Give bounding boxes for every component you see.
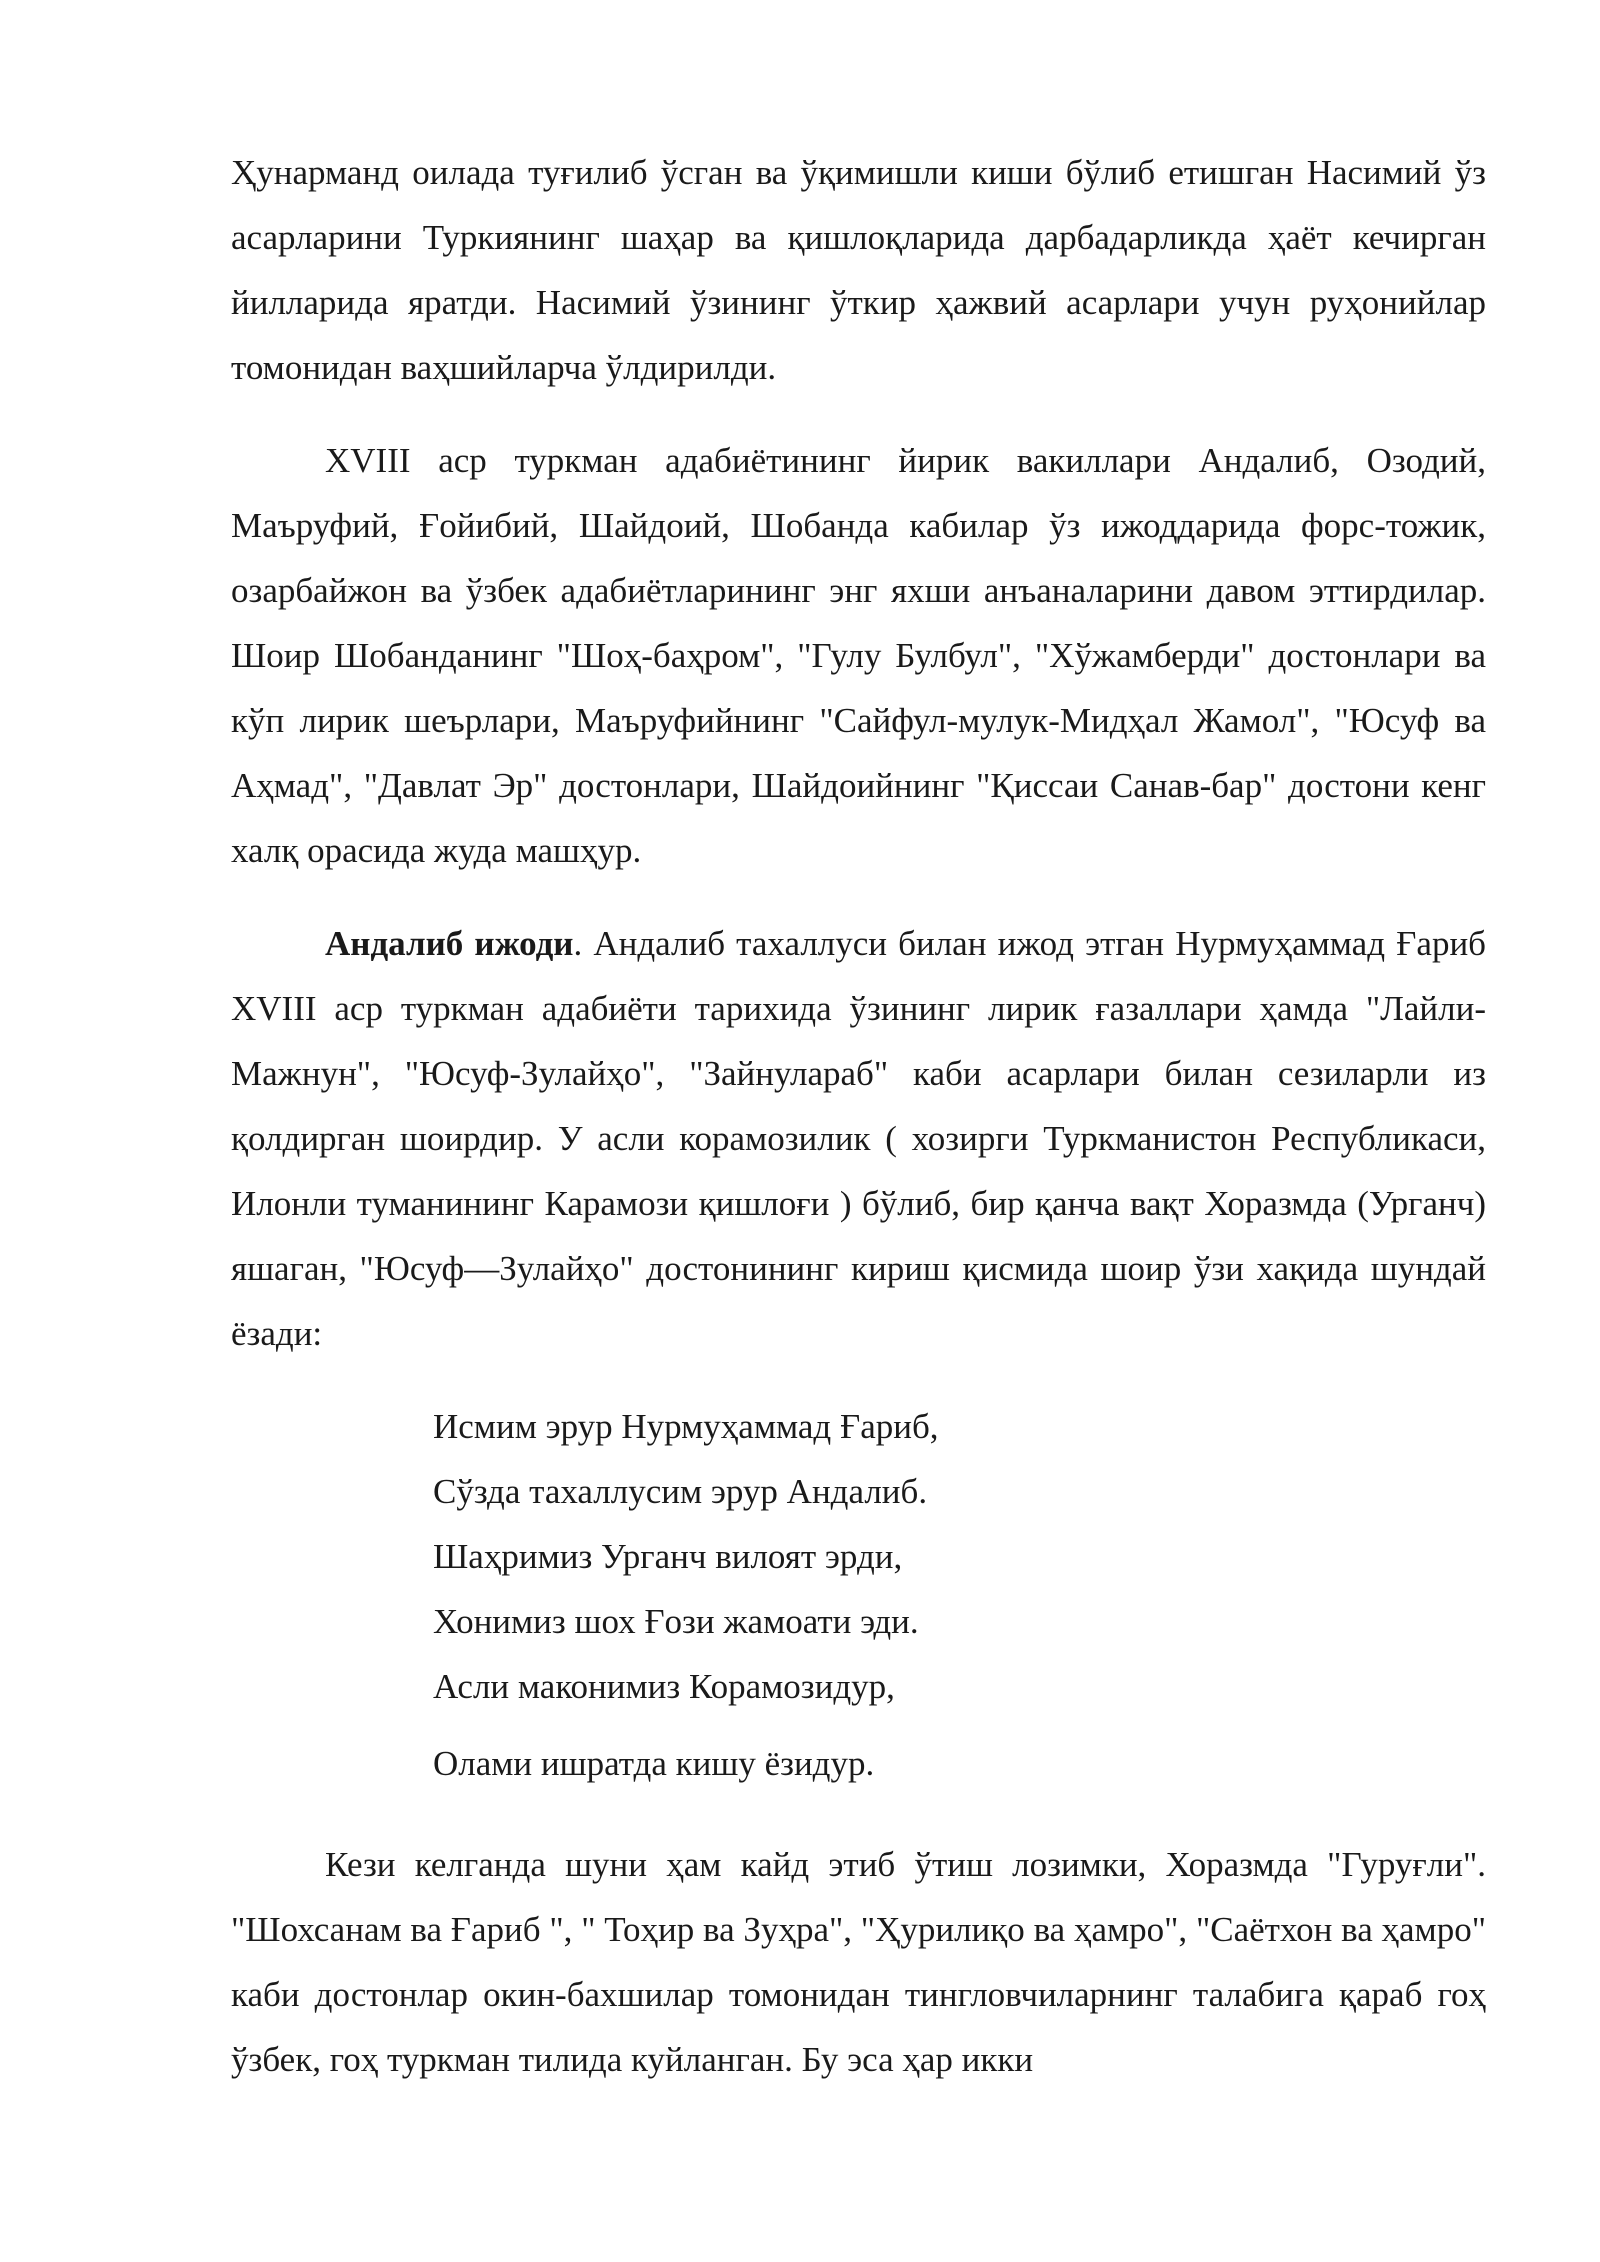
poem-line: Асли маконимиз Корамозидур, (433, 1667, 895, 1706)
poem-line: Шаҳримиз Урганч вилоят эрди, (433, 1537, 903, 1576)
document-page (231, 140, 1486, 2092)
paragraph-andalib (231, 911, 1486, 1366)
paragraph-khorezm-dastans: Кези келганда шуни ҳам кайд этиб ўтиш лозимки, Хоразмда "Гуруғли". "Шохсанам ва Ғариб ", " Тоҳир ва Зуҳра", "Ҳурилиқо ва ҳамро", "Саётхон ва ҳамро" каби достонлар окин-бахшилар томонидан тингловчиларнинг талабига қараб гоҳ ўзбек, гоҳ туркман тилида куйланган. Бу эса ҳар икки (231, 1845, 1486, 2079)
poem-block (433, 1394, 1486, 1796)
poem-line: Сўзда тахаллусим эрур Андалиб. (433, 1472, 928, 1511)
poem-line: Хонимиз шох Ғози жамоати эди. (433, 1602, 919, 1641)
paragraph-xviii-century: XVIII аср туркман адабиётининг йирик вакиллари Андалиб, Озодий, Маъруфий, Ғойибий, Шайдоий, Шобанда кабилар ўз ижоддарида форс-тожик, озарбайжон ва ўзбек адабиётларининг энг яхши анъаналарини давом эттирдилар. Шоир Шобанданинг "Шоҳ-баҳром", "Гулу Булбул", "Хўжамберди" достонлари ва кўп лирик шеърлари, Маъруфийнинг "Сайфул-мулук-Мидҳал Жамол", "Юсуф ва Аҳмад", "Давлат Эр" достонлари, Шайдоийнинг "Қиссаи Санав-бар" достони кенг халқ орасида жуда машҳур. (231, 441, 1486, 870)
paragraph-andalib-body: . Андалиб тахаллуси билан ижод этган Нурмуҳаммад Ғариб XVIII аср туркман адабиёти тарихида ўзининг лирик ғазаллари ҳамда "Лайли-Мажнун", "Юсуф-Зулайҳо", "Зайнулараб" каби асарлари билан сезиларли из қолдирган шоирдир. У асли корамозилик ( хозирги Туркманистон Республикаси, Илонли туманининг Карамози қишлоғи ) бўлиб, бир қанча вақт Хоразмда (Урганч) яшаган, "Юсуф—Зулайҳо" достонининг кириш қисмида шоир ўзи хақида шундай ёзади: (231, 924, 1486, 1353)
poem-line: Исмим эрур Нурмуҳаммад Ғариб, (433, 1407, 939, 1446)
section-heading-andalib: Андалиб ижоди (325, 924, 574, 963)
poem-line: Олами ишратда кишу ёзидур. (433, 1744, 875, 1783)
paragraph-nasimi: Ҳунарманд оилада туғилиб ўсган ва ўқимишли киши бўлиб етишган Насимий ўз асарларини Туркиянинг шаҳар ва қишлоқларида дарбадарликда ҳаёт кечирган йилларида яратди. Насимий ўзининг ўткир ҳажвий асарлари учун руҳонийлар томонидан ваҳшийларча ўлдирилди. (231, 153, 1486, 387)
